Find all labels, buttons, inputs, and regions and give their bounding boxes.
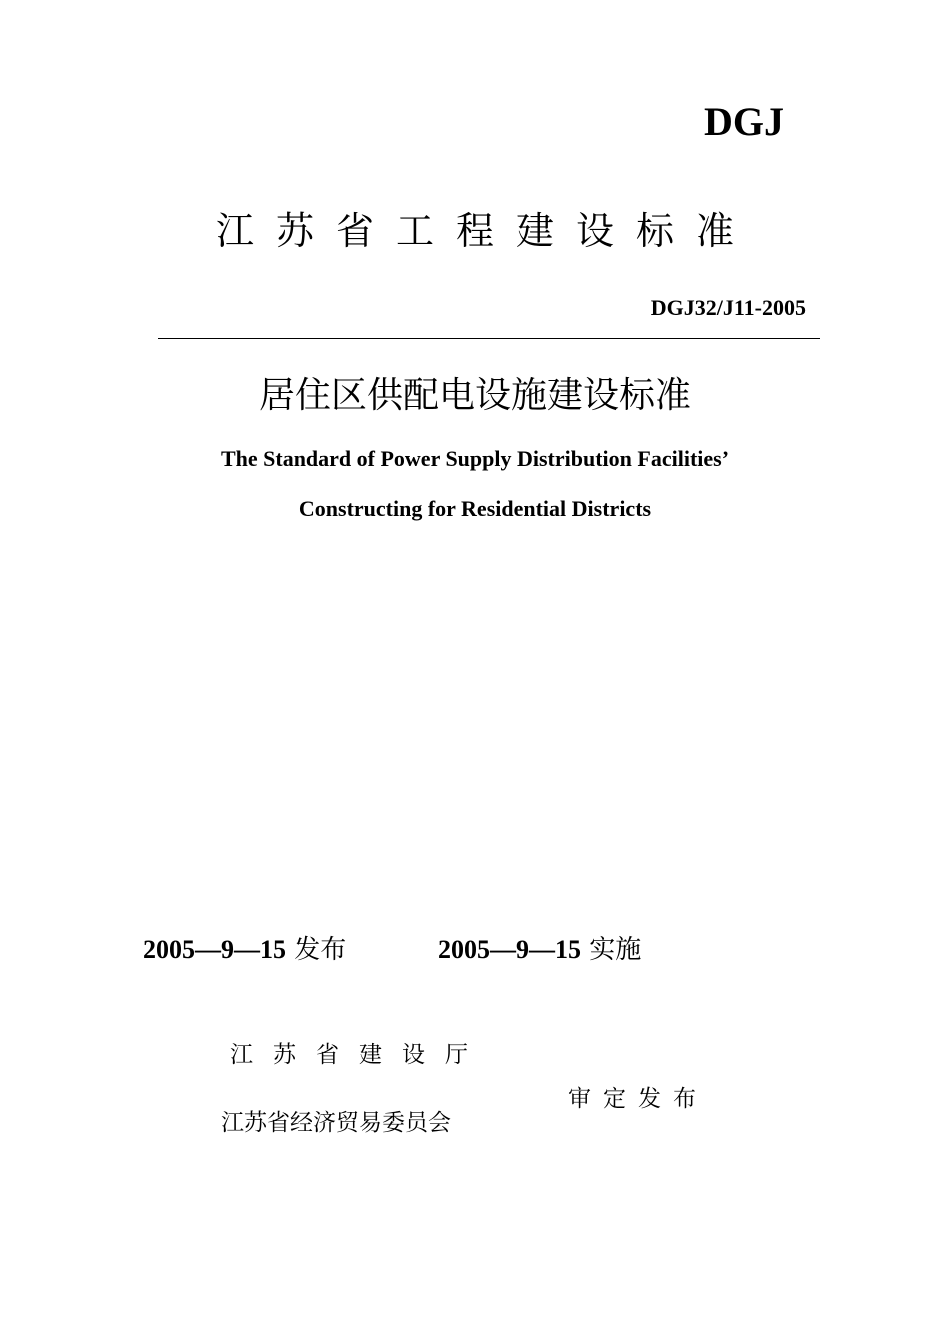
standard-number: DGJ32/J11-2005 (650, 295, 806, 320)
approval-label: 审定发布 (568, 1086, 708, 1112)
document-title-english-line-1: The Standard of Power Supply Distribution Facilities’ (220, 446, 730, 471)
document-title-english-line-2: Constructing for Residential Districts (298, 496, 652, 521)
effective-date: 2005—9—15 (438, 935, 581, 964)
effective-label: 实施 (589, 935, 642, 965)
effective-date-line (438, 933, 641, 967)
issue-date: 2005—9—15 (143, 935, 286, 964)
series-title: 江苏省工程建设标准 (215, 209, 756, 253)
issue-label: 发布 (294, 935, 347, 965)
header-divider (158, 338, 820, 339)
document-title-chinese: 居住区供配电设施建设标准 (258, 375, 691, 416)
issuer-construction-department: 江苏省建设厅 (230, 1042, 488, 1068)
issue-date-line (143, 933, 346, 967)
standard-code-mark: DGJ (704, 99, 784, 144)
issuer-economic-trade-commission: 江苏省经济贸易委员会 (221, 1110, 451, 1136)
